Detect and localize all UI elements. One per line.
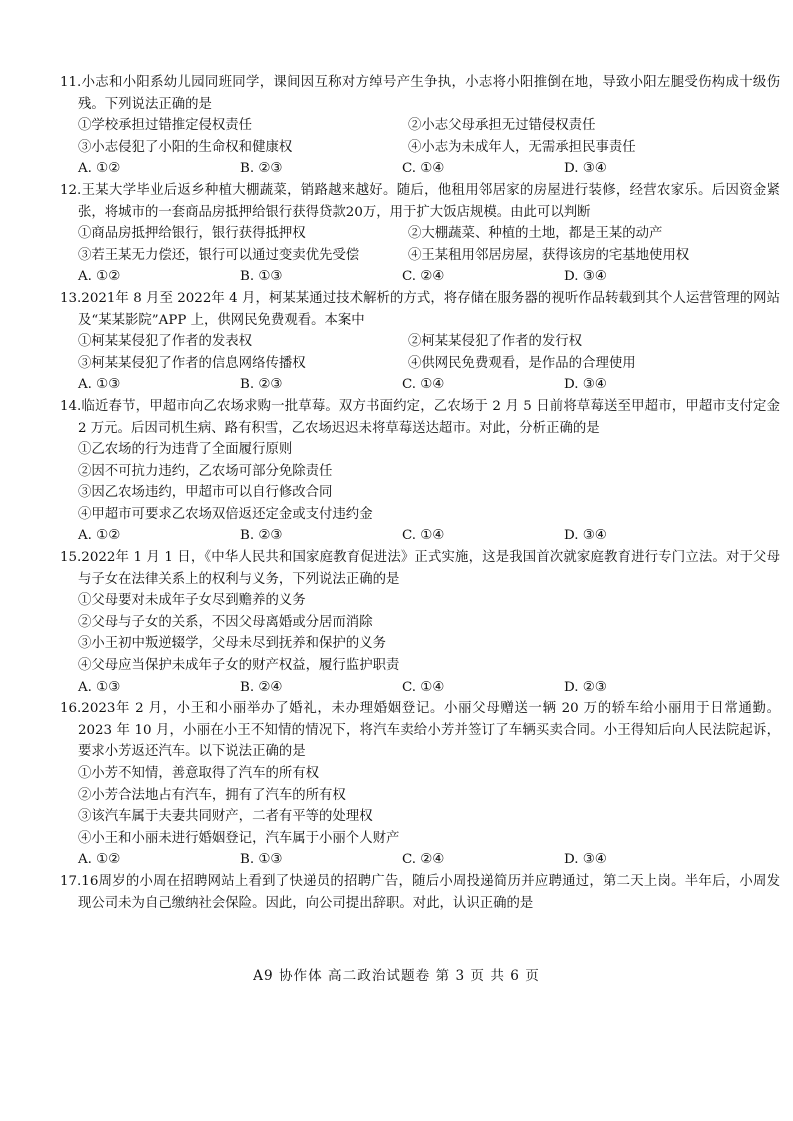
choice-a: A. ①③ bbox=[78, 679, 121, 695]
question-11 bbox=[60, 72, 780, 180]
choice-c: C. ①④ bbox=[402, 377, 445, 393]
statement: ④供网民免费观看，是作品的合理使用 bbox=[408, 355, 636, 371]
statement: ③因乙农场违约，甲超市可以自行修改合同 bbox=[78, 485, 333, 501]
statement-row bbox=[60, 353, 780, 375]
choice-c: C. ②④ bbox=[402, 269, 445, 285]
question-stem: 16.2023年 2 月，小王和小丽举办了婚礼，未办理婚姻登记。小丽父母赠送一辆 20 万的轿车给小丽用于日常通勤。2023 年 10 月，小丽在小王不知情的情况下，将汽车卖给小芳并签订了车辆买卖合同。小王得知后向人民法院起诉，要求小芳返还汽车。以下说法正确的是 bbox=[60, 701, 780, 760]
choice-b: B. ②③ bbox=[240, 528, 283, 544]
question-15 bbox=[60, 547, 780, 698]
statement-row bbox=[60, 223, 780, 245]
statement-row bbox=[60, 137, 780, 159]
statement: ①柯某某侵犯了作者的发表权 bbox=[78, 334, 253, 350]
question-stem: 17.16周岁的小周在招聘网站上看到了快递员的招聘广告，随后小周投递简历并应聘通过，第二天上岗。半年后，小周发现公司未为自己缴纳社会保险。因此，向公司提出辞职。对此，认识正确的是 bbox=[60, 873, 780, 911]
choice-d: D. ③④ bbox=[564, 377, 607, 393]
choice-a: A. ①③ bbox=[78, 377, 121, 393]
statement: ②小志父母承担无过错侵权责任 bbox=[408, 118, 596, 134]
statement: ②小芳合法地占有汽车，拥有了汽车的所有权 bbox=[78, 787, 346, 803]
statement: ④王某租用邻居房屋，获得该房的宅基地使用权 bbox=[408, 247, 690, 263]
choice-d: D. ②③ bbox=[564, 679, 607, 695]
statement: ①乙农场的行为违背了全面履行原则 bbox=[78, 442, 293, 458]
statement: ②大棚蔬菜、种植的土地，都是王某的动产 bbox=[408, 226, 663, 242]
question-16 bbox=[60, 698, 780, 871]
choice-c: C. ①④ bbox=[402, 679, 445, 695]
statement-row bbox=[60, 115, 780, 137]
choice-c: C. ①④ bbox=[402, 528, 445, 544]
choice-b: B. ②④ bbox=[240, 679, 283, 695]
question-stem: 13.2021年 8 月至 2022年 4 月，柯某某通过技术解析的方式，将存储在服务器的视听作品转载到其个人运营管理的网站及“某某影院”APP 上，供网民免费观看。本案中 bbox=[60, 290, 780, 328]
choice-a: A. ①② bbox=[78, 161, 121, 177]
statement: ③小志侵犯了小阳的生命权和健康权 bbox=[78, 139, 293, 155]
choice-d: D. ③④ bbox=[564, 852, 607, 868]
answer-choices bbox=[60, 849, 780, 871]
statement: ④小王和小丽未进行婚姻登记，汽车属于小丽个人财产 bbox=[78, 830, 400, 846]
question-list bbox=[60, 72, 780, 914]
question-stem: 12.王某大学毕业后返乡种植大棚蔬菜，销路越来越好。随后，他租用邻居家的房屋进行装修，经营农家乐。后因资金紧张，将城市的一套商品房抵押给银行获得贷款20万，用于扩大饭店规模。由此可以判断 bbox=[60, 182, 780, 220]
question-17 bbox=[60, 871, 780, 914]
statement: ①商品房抵押给银行，银行获得抵押权 bbox=[78, 226, 306, 242]
statement: ①学校承担过错推定侵权责任 bbox=[78, 118, 253, 134]
choice-d: D. ③④ bbox=[564, 528, 607, 544]
statement: ③该汽车属于夫妻共同财产，二者有平等的处理权 bbox=[78, 809, 373, 825]
choice-c: C. ①④ bbox=[402, 161, 445, 177]
statement: ①父母要对未成年子女尽到赡养的义务 bbox=[78, 593, 306, 609]
choice-c: C. ②④ bbox=[402, 852, 445, 868]
statement: ①小芳不知情，善意取得了汽车的所有权 bbox=[78, 766, 320, 781]
answer-choices bbox=[60, 158, 780, 180]
answer-choices bbox=[60, 266, 780, 288]
choice-a: A. ①② bbox=[78, 852, 121, 868]
statement: ②柯某某侵犯了作者的发行权 bbox=[408, 334, 583, 350]
statement: ④父母应当保护未成年子女的财产权益，履行监护职责 bbox=[78, 658, 400, 674]
question-stem: 14.临近春节，甲超市向乙农场求购一批草莓。双方书面约定，乙农场于 2 月 5 日前将草莓送至甲超市，甲超市支付定金 2 万元。后因司机生病、路有积雪，乙农场迟迟未将草莓送达超市。对此，分析正确的是 bbox=[60, 398, 780, 436]
question-13 bbox=[60, 288, 780, 396]
statement: ④小志为未成年人，无需承担民事责任 bbox=[408, 139, 636, 155]
question-stem: 11.小志和小阳系幼儿园同班同学，课间因互称对方绰号产生争执，小志将小阳推倒在地，导致小阳左腿受伤构成十级伤残。下列说法正确的是 bbox=[60, 75, 780, 112]
choice-b: B. ②③ bbox=[240, 161, 283, 177]
choice-a: A. ①② bbox=[78, 528, 121, 544]
page-footer: A9 协作体 高二政治试题卷 第 3 页 共 6 页 bbox=[253, 968, 540, 984]
statement-row bbox=[60, 245, 780, 267]
answer-choices bbox=[60, 374, 780, 396]
answer-choices bbox=[60, 525, 780, 547]
statement: ③小王初中叛逆辍学，父母未尽到抚养和保护的义务 bbox=[78, 636, 386, 652]
statement: ②父母与子女的关系，不因父母离婚或分居而消除 bbox=[78, 614, 373, 630]
question-stem: 15.2022年 1 月 1 日，《中华人民共和国家庭教育促进法》正式实施，这是我国首次就家庭教育进行专门立法。对于父母与子女在法律关系上的权利与义务，下列说法正确的是 bbox=[60, 550, 780, 587]
choice-b: B. ②③ bbox=[240, 377, 283, 393]
choice-d: D. ③④ bbox=[564, 269, 607, 285]
choice-d: D. ③④ bbox=[564, 161, 607, 177]
choice-b: B. ①③ bbox=[240, 269, 283, 285]
question-12 bbox=[60, 180, 780, 288]
statement: ②因不可抗力违约，乙农场可部分免除责任 bbox=[78, 463, 333, 479]
statement-row bbox=[60, 331, 780, 353]
choice-b: B. ①③ bbox=[240, 852, 283, 868]
question-14 bbox=[60, 396, 780, 547]
statement: ③柯某某侵犯了作者的信息网络传播权 bbox=[78, 355, 306, 371]
statement: ③若王某无力偿还，银行可以通过变卖优先受偿 bbox=[78, 247, 360, 263]
statement: ④甲超市可要求乙农场双倍返还定金或支付违约金 bbox=[78, 506, 373, 522]
choice-a: A. ①② bbox=[78, 269, 121, 285]
answer-choices bbox=[60, 677, 780, 699]
